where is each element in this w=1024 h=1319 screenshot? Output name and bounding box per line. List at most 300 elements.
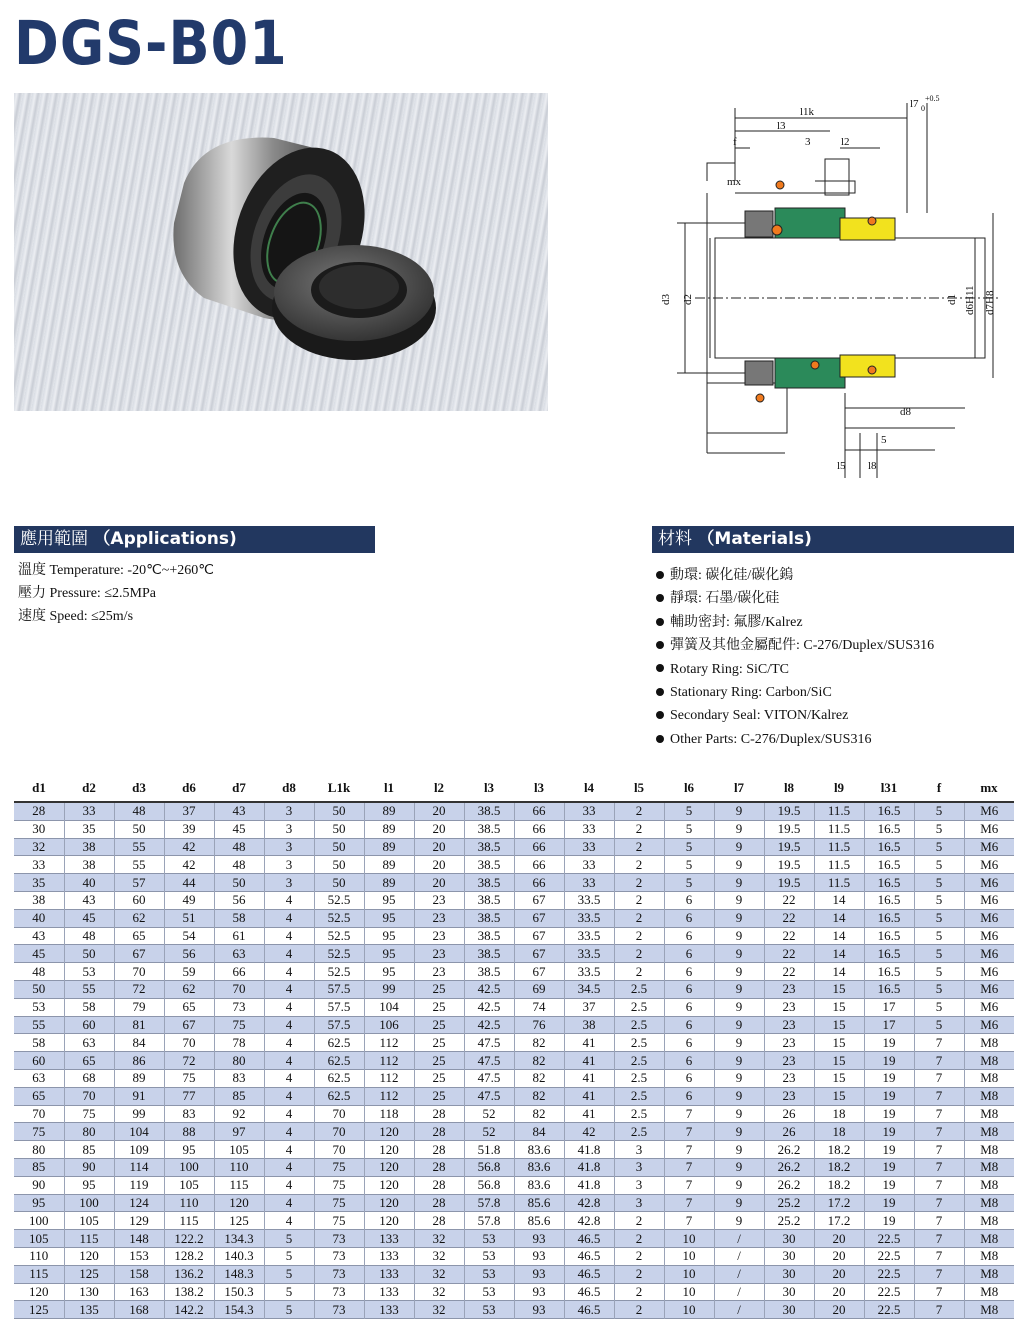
table-cell: 50 xyxy=(64,945,114,963)
table-cell: 3 xyxy=(614,1158,664,1176)
table-cell: 56 xyxy=(164,945,214,963)
table-cell: 55 xyxy=(114,856,164,874)
table-cell: 2.5 xyxy=(614,1034,664,1052)
table-cell: 33 xyxy=(564,802,614,820)
table-cell: 3 xyxy=(614,1141,664,1159)
table-cell: 75 xyxy=(14,1123,64,1141)
table-cell: 85.6 xyxy=(514,1212,564,1230)
table-cell: 70 xyxy=(314,1141,364,1159)
table-cell: 91 xyxy=(114,1087,164,1105)
table-cell: 163 xyxy=(114,1283,164,1301)
label-l7-sub: 0 xyxy=(921,104,925,113)
table-cell: 11.5 xyxy=(814,820,864,838)
table-cell: 93 xyxy=(514,1247,564,1265)
table-row xyxy=(14,802,1014,820)
table-cell: 5 xyxy=(264,1247,314,1265)
table-cell: 25.2 xyxy=(764,1212,814,1230)
table-cell: 38.5 xyxy=(464,945,514,963)
table-cell: 112 xyxy=(364,1052,414,1070)
table-cell: 56.8 xyxy=(464,1176,514,1194)
table-cell: 133 xyxy=(364,1283,414,1301)
table-row xyxy=(14,1265,1014,1283)
table-cell: 68 xyxy=(64,1069,114,1087)
table-row xyxy=(14,874,1014,892)
table-cell: 58 xyxy=(214,909,264,927)
table-cell: 3 xyxy=(264,802,314,820)
table-cell: 130 xyxy=(64,1283,114,1301)
table-cell: 42.8 xyxy=(564,1194,614,1212)
table-cell: 20 xyxy=(414,820,464,838)
table-cell: 19 xyxy=(864,1158,914,1176)
table-row xyxy=(14,980,1014,998)
table-cell: 5 xyxy=(664,820,714,838)
table-cell: 58 xyxy=(14,1034,64,1052)
table-cell: 81 xyxy=(114,1016,164,1034)
table-cell: 120 xyxy=(364,1194,414,1212)
table-cell: 22 xyxy=(764,945,814,963)
table-cell: 109 xyxy=(114,1141,164,1159)
table-cell: 9 xyxy=(714,980,764,998)
table-cell: 23 xyxy=(414,927,464,945)
table-cell: 19 xyxy=(864,1034,914,1052)
table-cell: 112 xyxy=(364,1069,414,1087)
table-cell: 4 xyxy=(264,1087,314,1105)
table-cell: 67 xyxy=(514,927,564,945)
table-cell: 9 xyxy=(714,927,764,945)
material-item xyxy=(656,728,934,751)
table-row xyxy=(14,1034,1014,1052)
table-cell: 105 xyxy=(214,1141,264,1159)
table-cell: 158 xyxy=(114,1265,164,1283)
table-cell: M8 xyxy=(964,1105,1014,1123)
table-cell: 19.5 xyxy=(764,820,814,838)
material-item xyxy=(656,658,934,681)
table-cell: 28 xyxy=(414,1194,464,1212)
table-cell: 39 xyxy=(164,820,214,838)
table-cell: 54 xyxy=(164,927,214,945)
table-cell: 9 xyxy=(714,838,764,856)
table-cell: 73 xyxy=(314,1247,364,1265)
table-cell: 50 xyxy=(314,802,364,820)
table-cell: 70 xyxy=(114,963,164,981)
table-cell: 154.3 xyxy=(214,1301,264,1319)
table-cell: 16.5 xyxy=(864,874,914,892)
table-cell: 30 xyxy=(764,1283,814,1301)
table-cell: 19.5 xyxy=(764,874,814,892)
table-cell: 4 xyxy=(264,980,314,998)
table-cell: 18 xyxy=(814,1123,864,1141)
table-cell: 41 xyxy=(564,1087,614,1105)
table-row xyxy=(14,1301,1014,1319)
table-cell: 95 xyxy=(364,945,414,963)
table-cell: 82 xyxy=(514,1105,564,1123)
table-cell: 23 xyxy=(414,963,464,981)
table-cell: 4 xyxy=(264,927,314,945)
table-cell: 89 xyxy=(364,856,414,874)
table-cell: 7 xyxy=(914,1194,964,1212)
table-cell: 38.5 xyxy=(464,838,514,856)
table-cell: 4 xyxy=(264,909,314,927)
table-cell: 3 xyxy=(264,874,314,892)
table-cell: 2.5 xyxy=(614,980,664,998)
table-cell: 38.5 xyxy=(464,909,514,927)
table-cell: 115 xyxy=(214,1176,264,1194)
table-cell: 90 xyxy=(64,1158,114,1176)
table-cell: 6 xyxy=(664,980,714,998)
application-item: 壓力 Pressure: ≤2.5MPa xyxy=(18,586,156,601)
material-text: 動環: 碳化硅/碳化鎢 xyxy=(670,568,794,583)
label-5: 5 xyxy=(881,434,887,446)
table-cell: 120 xyxy=(214,1194,264,1212)
table-cell: 23 xyxy=(764,980,814,998)
table-cell: 5 xyxy=(914,980,964,998)
table-cell: 55 xyxy=(64,980,114,998)
column-header: l8 xyxy=(764,775,814,802)
table-cell: 148 xyxy=(114,1230,164,1248)
table-row xyxy=(14,945,1014,963)
table-cell: 95 xyxy=(364,927,414,945)
table-cell: 60 xyxy=(64,1016,114,1034)
material-item xyxy=(656,564,934,587)
table-cell: 120 xyxy=(364,1212,414,1230)
material-text: Rotary Ring: SiC/TC xyxy=(670,661,790,677)
table-cell: 26.2 xyxy=(764,1141,814,1159)
table-cell: 23 xyxy=(764,998,814,1016)
table-cell: 83.6 xyxy=(514,1158,564,1176)
table-cell: 2 xyxy=(614,963,664,981)
table-cell: 4 xyxy=(264,963,314,981)
table-cell: 85.6 xyxy=(514,1194,564,1212)
table-cell: 9 xyxy=(714,1123,764,1141)
table-cell: 56.8 xyxy=(464,1158,514,1176)
column-header: l6 xyxy=(664,775,714,802)
table-cell: 120 xyxy=(14,1283,64,1301)
table-cell: 50 xyxy=(114,820,164,838)
table-cell: 16.5 xyxy=(864,980,914,998)
table-cell: 9 xyxy=(714,1034,764,1052)
materials-heading xyxy=(652,526,1014,553)
table-cell: 7 xyxy=(914,1212,964,1230)
table-cell: 105 xyxy=(164,1176,214,1194)
table-row xyxy=(14,909,1014,927)
table-cell: 16.5 xyxy=(864,927,914,945)
table-cell: 62.5 xyxy=(314,1069,364,1087)
table-cell: 28 xyxy=(414,1158,464,1176)
table-cell: 53 xyxy=(464,1230,514,1248)
table-cell: 105 xyxy=(64,1212,114,1230)
table-cell: 84 xyxy=(514,1123,564,1141)
table-cell: 45 xyxy=(14,945,64,963)
table-cell: 53 xyxy=(464,1265,514,1283)
table-cell: 34.5 xyxy=(564,980,614,998)
table-cell: 3 xyxy=(264,856,314,874)
table-cell: 75 xyxy=(314,1212,364,1230)
table-cell: 57.8 xyxy=(464,1212,514,1230)
table-cell: 26 xyxy=(764,1105,814,1123)
table-cell: 112 xyxy=(364,1034,414,1052)
table-cell: 20 xyxy=(414,802,464,820)
table-cell: 110 xyxy=(214,1158,264,1176)
table-cell: 18.2 xyxy=(814,1141,864,1159)
table-cell: 19.5 xyxy=(764,802,814,820)
bullet-icon xyxy=(656,735,664,743)
label-f: f xyxy=(733,136,737,148)
table-cell: 19 xyxy=(864,1123,914,1141)
table-row xyxy=(14,1194,1014,1212)
table-cell: 120 xyxy=(364,1158,414,1176)
table-cell: 72 xyxy=(114,980,164,998)
table-cell: 7 xyxy=(664,1105,714,1123)
table-cell: 23 xyxy=(764,1052,814,1070)
table-cell: 43 xyxy=(64,891,114,909)
table-cell: 46.5 xyxy=(564,1230,614,1248)
table-cell: M8 xyxy=(964,1283,1014,1301)
table-cell: M8 xyxy=(964,1158,1014,1176)
table-cell: 104 xyxy=(114,1123,164,1141)
table-cell: 7 xyxy=(914,1158,964,1176)
table-cell: 48 xyxy=(214,856,264,874)
table-cell: 5 xyxy=(914,963,964,981)
table-cell: 19 xyxy=(864,1176,914,1194)
table-cell: 11.5 xyxy=(814,874,864,892)
table-cell: 44 xyxy=(164,874,214,892)
table-cell: M8 xyxy=(964,1247,1014,1265)
table-cell: 65 xyxy=(64,1052,114,1070)
table-cell: 30 xyxy=(14,820,64,838)
table-cell: 23 xyxy=(764,1034,814,1052)
table-cell: 3 xyxy=(264,838,314,856)
table-cell: 20 xyxy=(814,1265,864,1283)
table-cell: 79 xyxy=(114,998,164,1016)
table-cell: / xyxy=(714,1283,764,1301)
table-cell: 70 xyxy=(64,1087,114,1105)
material-item xyxy=(656,634,934,657)
table-cell: 88 xyxy=(164,1123,214,1141)
table-cell: 6 xyxy=(664,1087,714,1105)
table-cell: 9 xyxy=(714,820,764,838)
table-cell: 62 xyxy=(114,909,164,927)
table-cell: 38 xyxy=(64,838,114,856)
material-item xyxy=(656,681,934,704)
table-cell: 58 xyxy=(64,998,114,1016)
table-cell: M8 xyxy=(964,1176,1014,1194)
table-cell: 42.5 xyxy=(464,980,514,998)
table-cell: 65 xyxy=(14,1087,64,1105)
table-cell: 5 xyxy=(264,1265,314,1283)
table-cell: 32 xyxy=(414,1283,464,1301)
table-cell: 42 xyxy=(164,838,214,856)
table-cell: 14 xyxy=(814,945,864,963)
table-cell: 25 xyxy=(414,1069,464,1087)
table-cell: 85 xyxy=(14,1158,64,1176)
table-cell: 19 xyxy=(864,1194,914,1212)
table-cell: 14 xyxy=(814,909,864,927)
table-cell: 28 xyxy=(14,802,64,820)
table-body xyxy=(14,802,1014,1319)
table-cell: 11.5 xyxy=(814,802,864,820)
table-cell: 26.2 xyxy=(764,1176,814,1194)
table-cell: 62.5 xyxy=(314,1034,364,1052)
table-cell: 9 xyxy=(714,1087,764,1105)
table-cell: 57.5 xyxy=(314,1016,364,1034)
table-row xyxy=(14,856,1014,874)
table-cell: 19 xyxy=(864,1052,914,1070)
table-cell: 65 xyxy=(114,927,164,945)
column-header: l31 xyxy=(864,775,914,802)
technical-drawing xyxy=(655,93,1015,483)
column-header: l1 xyxy=(364,775,414,802)
table-cell: 19.5 xyxy=(764,838,814,856)
table-cell: 49 xyxy=(164,891,214,909)
table-cell: 33 xyxy=(64,802,114,820)
table-cell: 60 xyxy=(14,1052,64,1070)
material-text: Other Parts: C-276/Duplex/SUS316 xyxy=(670,731,872,747)
table-cell: 23 xyxy=(414,891,464,909)
table-cell: 4 xyxy=(264,998,314,1016)
table-cell: 47.5 xyxy=(464,1052,514,1070)
table-row xyxy=(14,891,1014,909)
table-cell: 7 xyxy=(914,1069,964,1087)
table-cell: 74 xyxy=(514,998,564,1016)
table-cell: 133 xyxy=(364,1301,414,1319)
table-cell: 100 xyxy=(14,1212,64,1230)
table-cell: 18.2 xyxy=(814,1158,864,1176)
table-cell: 3 xyxy=(264,820,314,838)
table-cell: 5 xyxy=(914,945,964,963)
table-cell: 2.5 xyxy=(614,1123,664,1141)
table-cell: 50 xyxy=(314,874,364,892)
table-cell: 15 xyxy=(814,1052,864,1070)
table-cell: 52.5 xyxy=(314,945,364,963)
table-cell: 14 xyxy=(814,963,864,981)
table-cell: 4 xyxy=(264,1194,314,1212)
table-cell: 7 xyxy=(914,1230,964,1248)
material-item xyxy=(656,611,934,634)
table-cell: 15 xyxy=(814,1069,864,1087)
table-cell: 129 xyxy=(114,1212,164,1230)
table-cell: 15 xyxy=(814,998,864,1016)
table-cell: 47.5 xyxy=(464,1087,514,1105)
table-header-row xyxy=(14,775,1014,802)
table-cell: 11.5 xyxy=(814,856,864,874)
table-cell: 32 xyxy=(414,1230,464,1248)
table-cell: 20 xyxy=(814,1230,864,1248)
table-cell: 89 xyxy=(364,874,414,892)
table-cell: 41.8 xyxy=(564,1176,614,1194)
table-cell: 25.2 xyxy=(764,1194,814,1212)
table-cell: 100 xyxy=(164,1158,214,1176)
table-cell: M6 xyxy=(964,874,1014,892)
label-3: 3 xyxy=(805,136,811,148)
table-cell: 30 xyxy=(764,1265,814,1283)
table-cell: 80 xyxy=(64,1123,114,1141)
table-cell: 33 xyxy=(564,838,614,856)
table-cell: 4 xyxy=(264,1016,314,1034)
table-cell: 9 xyxy=(714,1016,764,1034)
table-cell: 50 xyxy=(14,980,64,998)
table-cell: 142.2 xyxy=(164,1301,214,1319)
table-cell: 52.5 xyxy=(314,891,364,909)
table-cell: 15 xyxy=(814,1016,864,1034)
table-cell: 5 xyxy=(914,838,964,856)
table-cell: 16.5 xyxy=(864,891,914,909)
materials-heading-en: （Materials) xyxy=(697,529,812,549)
table-cell: 38.5 xyxy=(464,874,514,892)
table-cell: M6 xyxy=(964,963,1014,981)
table-cell: M6 xyxy=(964,945,1014,963)
materials-list xyxy=(656,564,934,751)
table-cell: 5 xyxy=(664,874,714,892)
table-cell: 33.5 xyxy=(564,963,614,981)
table-cell: 77 xyxy=(164,1087,214,1105)
table-cell: 4 xyxy=(264,1034,314,1052)
table-cell: 2 xyxy=(614,1283,664,1301)
table-cell: 10 xyxy=(664,1230,714,1248)
product-photo xyxy=(14,93,548,411)
table-row xyxy=(14,1247,1014,1265)
table-cell: 82 xyxy=(514,1087,564,1105)
table-cell: 5 xyxy=(664,838,714,856)
table-cell: 19 xyxy=(864,1087,914,1105)
table-cell: 5 xyxy=(264,1230,314,1248)
label-l3: l3 xyxy=(777,120,786,132)
table-cell: 89 xyxy=(364,802,414,820)
table-row xyxy=(14,1176,1014,1194)
table-cell: 14 xyxy=(814,891,864,909)
table-cell: 2 xyxy=(614,1247,664,1265)
material-text: 彈簧及其他金屬配件: C-276/Duplex/SUS316 xyxy=(670,638,935,654)
table-cell: 2 xyxy=(614,891,664,909)
table-cell: 4 xyxy=(264,1052,314,1070)
table-row xyxy=(14,1230,1014,1248)
table-cell: 5 xyxy=(914,909,964,927)
table-cell: 133 xyxy=(364,1265,414,1283)
table-cell: 95 xyxy=(164,1141,214,1159)
table-cell: 4 xyxy=(264,1123,314,1141)
table-cell: 62.5 xyxy=(314,1052,364,1070)
table-cell: M6 xyxy=(964,980,1014,998)
table-cell: 67 xyxy=(514,963,564,981)
table-cell: 2 xyxy=(614,1265,664,1283)
table-row xyxy=(14,1105,1014,1123)
table-cell: 133 xyxy=(364,1247,414,1265)
table-cell: 73 xyxy=(314,1265,364,1283)
table-cell: 61 xyxy=(214,927,264,945)
table-cell: 125 xyxy=(14,1301,64,1319)
column-header: mx xyxy=(964,775,1014,802)
table-cell: 15 xyxy=(814,1087,864,1105)
table-row xyxy=(14,927,1014,945)
table-row xyxy=(14,1158,1014,1176)
table-cell: 67 xyxy=(514,909,564,927)
table-cell: 89 xyxy=(364,838,414,856)
table-cell: M8 xyxy=(964,1230,1014,1248)
table-cell: 95 xyxy=(364,891,414,909)
table-cell: 16.5 xyxy=(864,820,914,838)
table-cell: 5 xyxy=(914,927,964,945)
table-cell: 38 xyxy=(64,856,114,874)
table-cell: / xyxy=(714,1265,764,1283)
table-cell: 30 xyxy=(764,1301,814,1319)
table-cell: 75 xyxy=(64,1105,114,1123)
column-header: l7 xyxy=(714,775,764,802)
table-cell: 42.5 xyxy=(464,998,514,1016)
table-cell: 15 xyxy=(814,980,864,998)
table-cell: 95 xyxy=(364,963,414,981)
table-cell: 22.5 xyxy=(864,1247,914,1265)
table-cell: 33 xyxy=(14,856,64,874)
bullet-icon xyxy=(656,664,664,672)
